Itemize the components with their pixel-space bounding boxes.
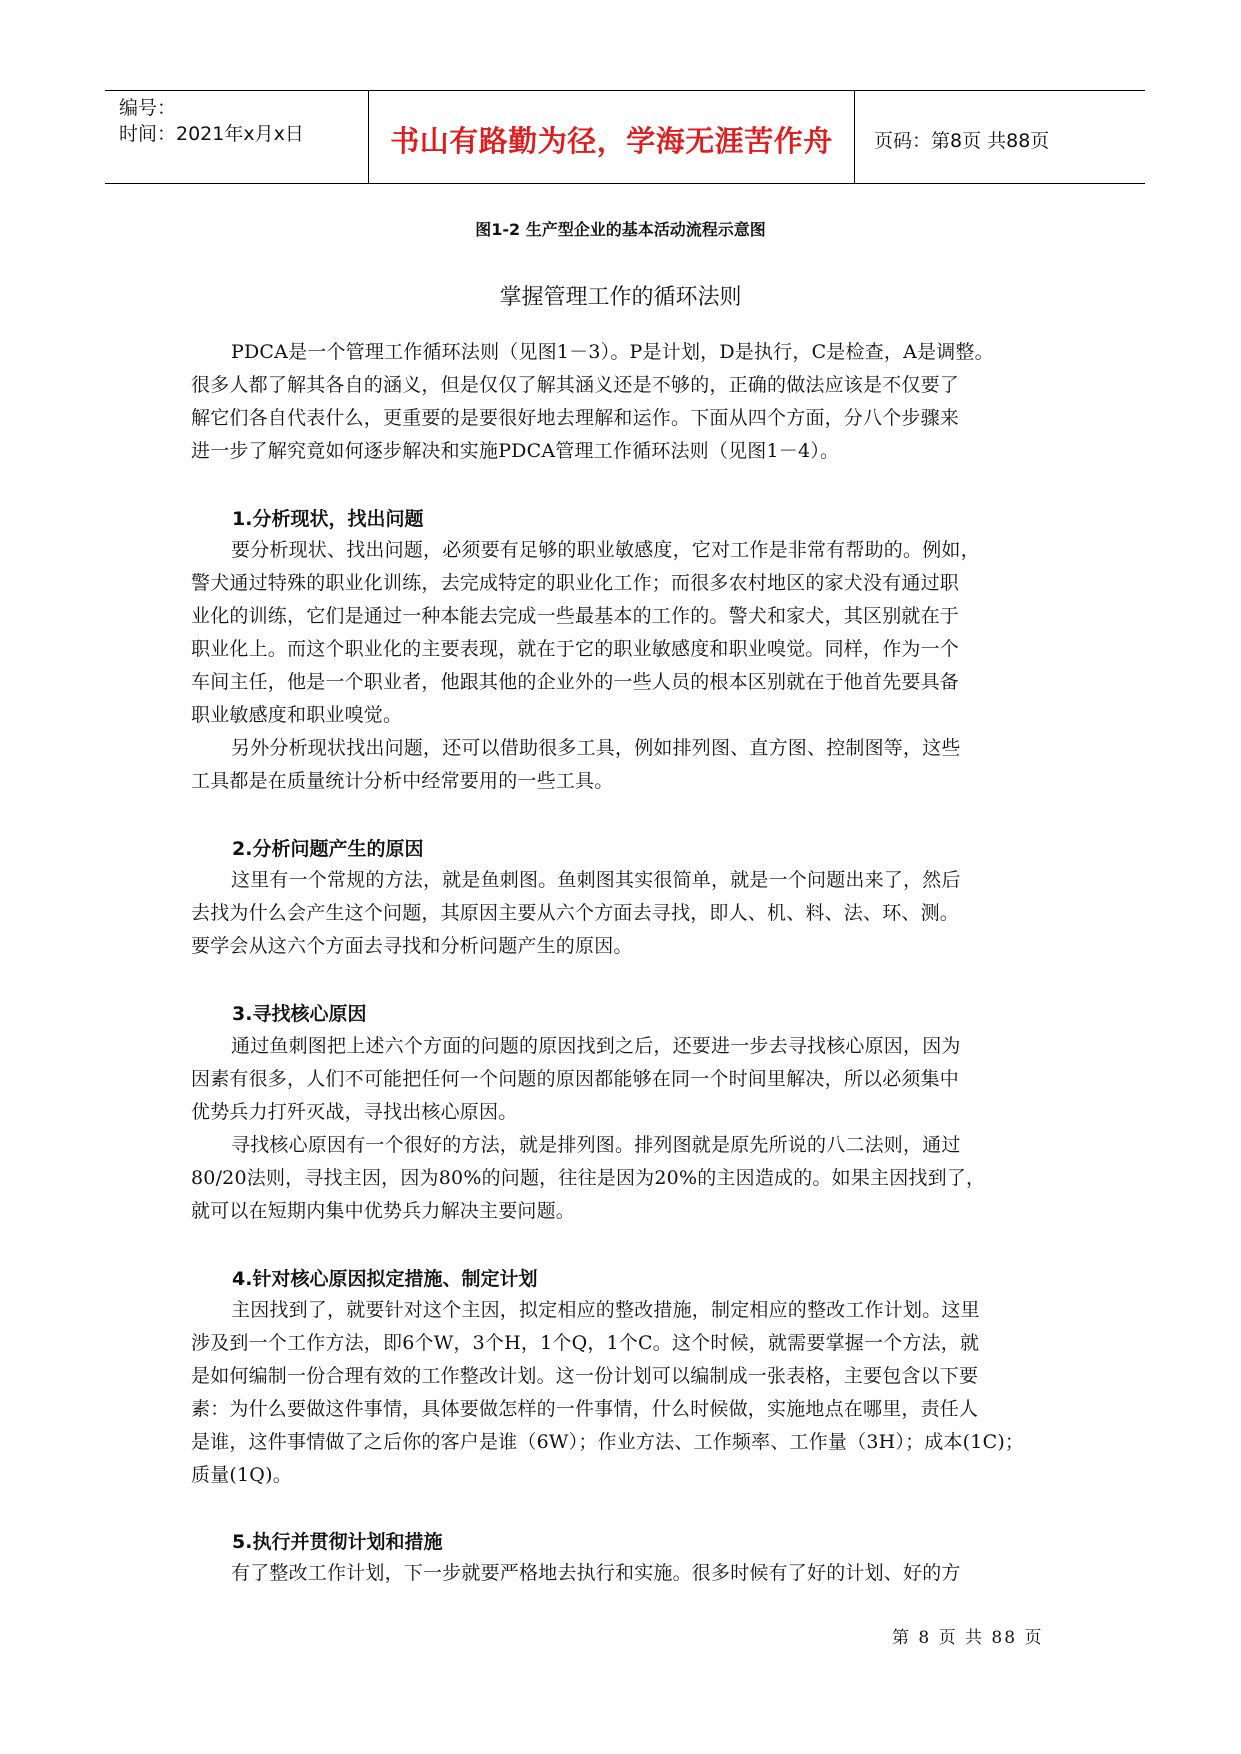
document-header [105, 90, 1145, 184]
text-line: 职业敏感度和职业嗅觉。 [191, 704, 403, 726]
section-3-paragraph-2 [191, 1129, 1071, 1228]
text-line: 是如何编制一份合理有效的工作整改计划。这一份计划可以编制成一张表格，主要包含以下要 [191, 1365, 979, 1387]
page-footer: 第 8 页 共 88 页 [892, 1628, 1044, 1648]
text-line: 是谁，这件事情做了之后你的客户是谁（6W）；作业方法、工作频率、工作量（3H）；成本(1C)； [191, 1431, 1025, 1453]
text-line: 要分析现状、找出问题，必须要有足够的职业敏感度，它对工作是非常有帮助的。例如， [231, 539, 980, 561]
section-1-paragraph-1 [191, 534, 1071, 732]
text-line: 业化的训练，它们是通过一种本能去完成一些最基本的工作的。警犬和家犬，其区别就在于 [191, 605, 960, 627]
text-line: PDCA是一个管理工作循环法则（见图1－3）。P是计划，D是执行，C是检查，A是调整。 [231, 341, 994, 363]
text-line: 因素有很多，人们不可能把任何一个问题的原因都能够在同一个时间里解决，所以必须集中 [191, 1068, 960, 1090]
section-heading-3: 3.寻找核心原因 [232, 1003, 367, 1025]
document-number-label: 编号： [119, 97, 177, 119]
section-heading-5: 5.执行并贯彻计划和措施 [232, 1531, 443, 1553]
text-line: 质量(1Q)。 [191, 1464, 292, 1486]
text-line: 职业化上。而这个职业化的主要表现，就在于它的职业敏感度和职业嗅觉。同样，作为一个 [191, 638, 960, 660]
text-line: 警犬通过特殊的职业化训练，去完成特定的职业化工作；而很多农村地区的家犬没有通过职 [191, 572, 960, 594]
section-2-paragraph-1 [191, 864, 1071, 963]
section-heading-2: 2.分析问题产生的原因 [232, 838, 424, 860]
section-3-paragraph-1 [191, 1030, 1071, 1129]
figure-caption: 图1-2 生产型企业的基本活动流程示意图 [475, 220, 766, 239]
text-line: 要学会从这六个方面去寻找和分析问题产生的原因。 [191, 935, 633, 957]
text-line: 这里有一个常规的方法，就是鱼刺图。鱼刺图其实很简单，就是一个问题出来了，然后 [231, 869, 961, 891]
header-page-cell [856, 91, 1145, 183]
text-line: 进一步了解究竟如何逐步解决和实施PDCA管理工作循环法则（见图1－4）。 [191, 440, 840, 462]
section-5-paragraph-1 [191, 1557, 1071, 1590]
section-heading-1: 1.分析现状，找出问题 [232, 508, 424, 530]
section-title: 掌握管理工作的循环法则 [499, 285, 742, 310]
text-line: 很多人都了解其各自的涵义，但是仅仅了解其涵义还是不够的，正确的做法应该是不仅要了 [191, 374, 960, 396]
text-line: 80/20法则，寻找主因，因为80%的问题，往往是因为20%的主因造成的。如果主因找到了， [191, 1167, 986, 1189]
text-line: 素：为什么要做这件事情，具体要做怎样的一件事情，什么时候做，实施地点在哪里，责任人 [191, 1398, 979, 1420]
document-date: 时间：2021年x月x日 [119, 123, 304, 145]
section-1-paragraph-2 [191, 732, 1071, 798]
section-4-paragraph-1 [191, 1294, 1071, 1492]
text-line: 优势兵力打歼灭战，寻找出核心原因。 [191, 1101, 518, 1123]
text-line: 去找为什么会产生这个问题，其原因主要从六个方面去寻找，即人、机、料、法、环、测。 [191, 902, 960, 924]
text-line: 工具都是在质量统计分析中经常要用的一些工具。 [191, 770, 614, 792]
text-line: 通过鱼刺图把上述六个方面的问题的原因找到之后，还要进一步去寻找核心原因，因为 [231, 1035, 961, 1057]
header-page-number: 页码：第8页 共88页 [874, 130, 1050, 152]
text-line: 另外分析现状找出问题，还可以借助很多工具，例如排列图、直方图、控制图等，这些 [231, 737, 961, 759]
intro-paragraph [191, 336, 1071, 468]
section-heading-4: 4.针对核心原因拟定措施、制定计划 [232, 1268, 538, 1290]
header-meta-cell [105, 91, 369, 183]
text-line: 解它们各自代表什么，更重要的是要很好地去理解和运作。下面从四个方面，分八个步骤来 [191, 407, 960, 429]
motto-banner: 书山有路勤为径，学海无涯苦作舟 [390, 124, 833, 158]
text-line: 就可以在短期内集中优势兵力解决主要问题。 [191, 1200, 576, 1222]
text-line: 有了整改工作计划，下一步就要严格地去执行和实施。很多时候有了好的计划、好的方 [231, 1562, 961, 1584]
text-line: 寻找核心原因有一个很好的方法，就是排列图。排列图就是原先所说的八二法则，通过 [231, 1134, 961, 1156]
header-motto-cell [369, 91, 855, 183]
text-line: 涉及到一个工作方法，即6个W，3个H，1个Q，1个C。这个时候，就需要掌握一个方法，就 [191, 1332, 980, 1354]
text-line: 主因找到了，就要针对这个主因，拟定相应的整改措施，制定相应的整改工作计划。这里 [231, 1299, 980, 1321]
text-line: 车间主任，他是一个职业者，他跟其他的企业外的一些人员的根本区别就在于他首先要具备 [191, 671, 960, 693]
